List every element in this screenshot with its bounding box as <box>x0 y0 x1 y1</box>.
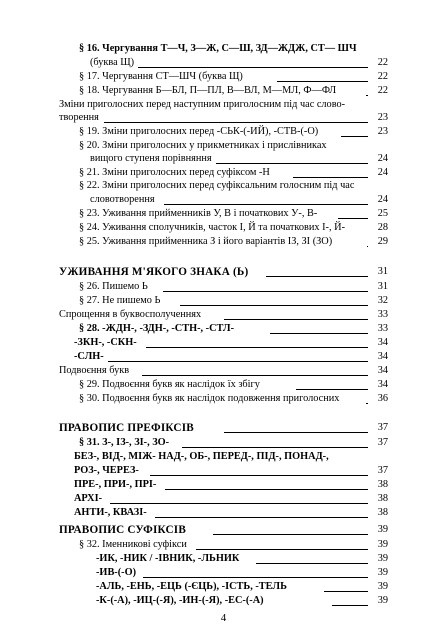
toc-entry-text: § 19. Зміни приголосних перед -СЬК-(-ИЙ), -СТВ-(-О) <box>79 126 319 137</box>
toc-entry <box>0 351 447 363</box>
toc-page-number: 39 <box>377 581 388 592</box>
toc-page-number: 37 <box>377 422 388 433</box>
toc-entry <box>0 323 447 335</box>
toc-entry <box>0 393 447 405</box>
toc-entry <box>0 309 447 321</box>
toc-page-number: 24 <box>377 153 388 164</box>
toc-page-number: 39 <box>377 595 388 606</box>
toc-section-heading <box>0 422 447 434</box>
toc-page-number: 24 <box>377 194 388 205</box>
leader-line <box>108 361 368 362</box>
toc-page-number: 39 <box>377 567 388 578</box>
toc-entry-text: -ИК, -НИК / -ІВНИК, -ЛЬНИК <box>96 553 240 564</box>
toc-page-number: 22 <box>377 57 388 68</box>
toc-entry-text: § 29. Подвоєння букв як наслідок їх збігу <box>79 379 260 390</box>
section-heading-text: УЖИВАННЯ М'ЯКОГО ЗНАКА (Ь) <box>59 266 249 278</box>
toc-page-number: 33 <box>377 323 388 334</box>
toc-entry <box>0 167 447 179</box>
toc-page-number: 31 <box>377 266 388 277</box>
toc-entry <box>0 553 447 565</box>
toc-entry-text: § 30. Подвоєння букв як наслідок подовження приголосних <box>79 393 340 404</box>
toc-entry <box>0 126 447 138</box>
toc-section-text: Зміни приголосних перед наступним приголосним під час слово- <box>59 99 346 110</box>
toc-entry-text: § 16. Чергування Т—Ч, З—Ж, С—Ш, ЗД—ЖДЖ, СТ— ШЧ <box>79 43 357 54</box>
toc-entry-text: § 17. Чергування СТ—ШЧ (буква Щ) <box>79 71 243 82</box>
leader-line <box>224 432 368 433</box>
toc-page-number: 31 <box>377 281 388 292</box>
toc-entry-text: § 28. -ЖДН-, -ЗДН-, -СТН-, -СТЛ- <box>79 323 234 334</box>
leader-line <box>338 218 368 219</box>
leader-line <box>224 319 368 320</box>
toc-page-number: 22 <box>377 71 388 82</box>
toc-entry <box>0 140 447 152</box>
toc-page-number: 33 <box>377 309 388 320</box>
toc-entry-text: § 25. Уживання прийменника З і його варіантів ІЗ, ЗІ (ЗО) <box>79 236 333 247</box>
toc-entry <box>0 208 447 220</box>
toc-entry <box>0 465 447 477</box>
leader-line <box>341 136 368 137</box>
leader-line <box>182 447 368 448</box>
toc-entry <box>0 539 447 551</box>
toc-page-number: 23 <box>377 112 388 123</box>
leader-line <box>155 517 368 518</box>
toc-page-number: 25 <box>377 208 388 219</box>
toc-entry <box>0 379 447 391</box>
toc-page-number: 39 <box>377 539 388 550</box>
toc-entry-text: § 32. Іменникові суфікси <box>79 539 187 550</box>
toc-entry <box>0 295 447 307</box>
leader-line <box>104 122 368 123</box>
toc-entry <box>0 236 447 248</box>
leader-line <box>163 291 368 292</box>
toc-page-number: 23 <box>377 126 388 137</box>
leader-line <box>266 276 368 277</box>
leader-line <box>146 347 368 348</box>
toc-entry <box>0 85 447 97</box>
leader-line <box>216 163 368 164</box>
leader-line <box>366 95 368 96</box>
toc-entry <box>0 112 447 124</box>
toc-entry-text: § 23. Уживання прийменників У, В і початкових У-, В- <box>79 208 318 219</box>
toc-page-number: 34 <box>377 365 388 376</box>
toc-page-number: 37 <box>377 465 388 476</box>
toc-entry-text: § 18. Чергування Б—БЛ, П—ПЛ, В—ВЛ, М—МЛ, Ф—ФЛ <box>79 85 337 96</box>
toc-entry-text: § 21. Зміни приголосних перед суфіксом -Н <box>79 167 270 178</box>
toc-entry <box>0 451 447 463</box>
toc-page-number: 37 <box>377 437 388 448</box>
toc-entry <box>0 507 447 519</box>
toc-page-number: 38 <box>377 507 388 518</box>
toc-entry-text: § 20. Зміни приголосних у прикметниках і прислівниках <box>79 140 327 151</box>
toc-entry <box>0 595 447 607</box>
toc-section-text: Подвоєння букв <box>59 365 130 376</box>
toc-entry-text: § 31. З-, ІЗ-, ЗІ-, ЗО- <box>79 437 170 448</box>
leader-line <box>138 67 368 68</box>
leader-line <box>213 534 368 535</box>
leader-line <box>296 389 368 390</box>
leader-line <box>110 503 368 504</box>
leader-line <box>293 177 368 178</box>
toc-page-number: 28 <box>377 222 388 233</box>
toc-entry-text: § 24. Уживання сполучників, часток І, Й та початкових І-, Й- <box>79 222 345 233</box>
toc-entry <box>0 493 447 505</box>
toc-entry-text: -АЛЬ, -ЕНЬ, -ЕЦЬ (-ЄЦЬ), -ІСТЬ, -ТЕЛЬ <box>96 581 287 592</box>
section-heading-text: ПРАВОПИС СУФІКСІВ <box>59 524 187 536</box>
toc-page-number: 34 <box>377 337 388 348</box>
toc-page-number: 38 <box>377 493 388 504</box>
leader-line <box>256 563 368 564</box>
toc-section-heading <box>0 524 447 536</box>
toc-entry <box>0 153 447 165</box>
leader-line <box>366 403 368 404</box>
toc-entry-text: § 26. Пишемо Ь <box>79 281 148 292</box>
toc-entry <box>0 180 447 192</box>
toc-entry-text: -ИВ-(-О) <box>96 567 137 578</box>
toc-page-number: 39 <box>377 524 388 535</box>
toc-entry-text: (буква Щ) <box>90 57 135 68</box>
toc-entry-text: § 22. Зміни приголосних перед суфіксальним голосним під час <box>79 180 355 191</box>
toc-page-number: 24 <box>377 167 388 178</box>
toc-entry <box>0 437 447 449</box>
toc-entry <box>0 71 447 83</box>
toc-entry <box>0 337 447 349</box>
leader-line <box>324 591 368 592</box>
toc-entry <box>0 281 447 293</box>
toc-entry <box>0 57 447 69</box>
leader-line <box>180 305 368 306</box>
toc-page-number: 38 <box>377 479 388 490</box>
toc-entry-text: ПРЕ-, ПРИ-, ПРІ- <box>74 479 157 490</box>
toc-page-number: 32 <box>377 295 388 306</box>
leader-line <box>150 475 368 476</box>
toc-section-text: Спрощення в буквосполученнях <box>59 309 202 320</box>
toc-entry <box>0 43 447 55</box>
toc-entry-text: § 27. Не пишемо Ь <box>79 295 161 306</box>
toc-entry <box>0 99 447 111</box>
leader-line <box>277 81 368 82</box>
toc-page-number: 22 <box>377 85 388 96</box>
toc-entry-text: РОЗ-, ЧЕРЕЗ- <box>74 465 139 476</box>
toc-entry <box>0 479 447 491</box>
page-number: 4 <box>220 612 227 624</box>
toc-page-number: 34 <box>377 379 388 390</box>
toc-section-text: творення <box>59 112 99 123</box>
leader-line <box>164 204 368 205</box>
toc-entry <box>0 365 447 377</box>
toc-entry-text: -ЗКН-, -СКН- <box>74 337 137 348</box>
leader-line <box>165 489 368 490</box>
toc-page-number: 39 <box>377 553 388 564</box>
toc-entry-text: -СЛН- <box>74 351 104 362</box>
toc-entry-text: словотворення <box>90 194 155 205</box>
leader-line <box>196 549 368 550</box>
toc-section-heading <box>0 266 447 278</box>
toc-entry-text: вищого ступеня порівняння <box>90 153 212 164</box>
leader-line <box>332 605 368 606</box>
toc-entry <box>0 581 447 593</box>
leader-line <box>143 577 368 578</box>
toc-page-number: 34 <box>377 351 388 362</box>
toc-page-number: 29 <box>377 236 388 247</box>
section-heading-text: ПРАВОПИС ПРЕФІКСІВ <box>59 422 194 434</box>
toc-entry <box>0 567 447 579</box>
toc-entry-text: АРХІ- <box>74 493 103 504</box>
leader-line <box>142 375 368 376</box>
toc-entry <box>0 194 447 206</box>
leader-line <box>367 246 368 247</box>
leader-line <box>270 333 368 334</box>
toc-entry-text: АНТИ-, КВАЗІ- <box>74 507 147 518</box>
toc-entry-text: -К-(-А), -ИЦ-(-Я), -ИН-(-Я), -ЕС-(-А) <box>96 595 264 606</box>
toc-entry <box>0 222 447 234</box>
toc-entry-text: БЕЗ-, ВІД-, МІЖ- НАД-, ОБ-, ПЕРЕД-, ПІД-, ПОНАД-, <box>74 451 329 462</box>
toc-page-number: 36 <box>377 393 388 404</box>
